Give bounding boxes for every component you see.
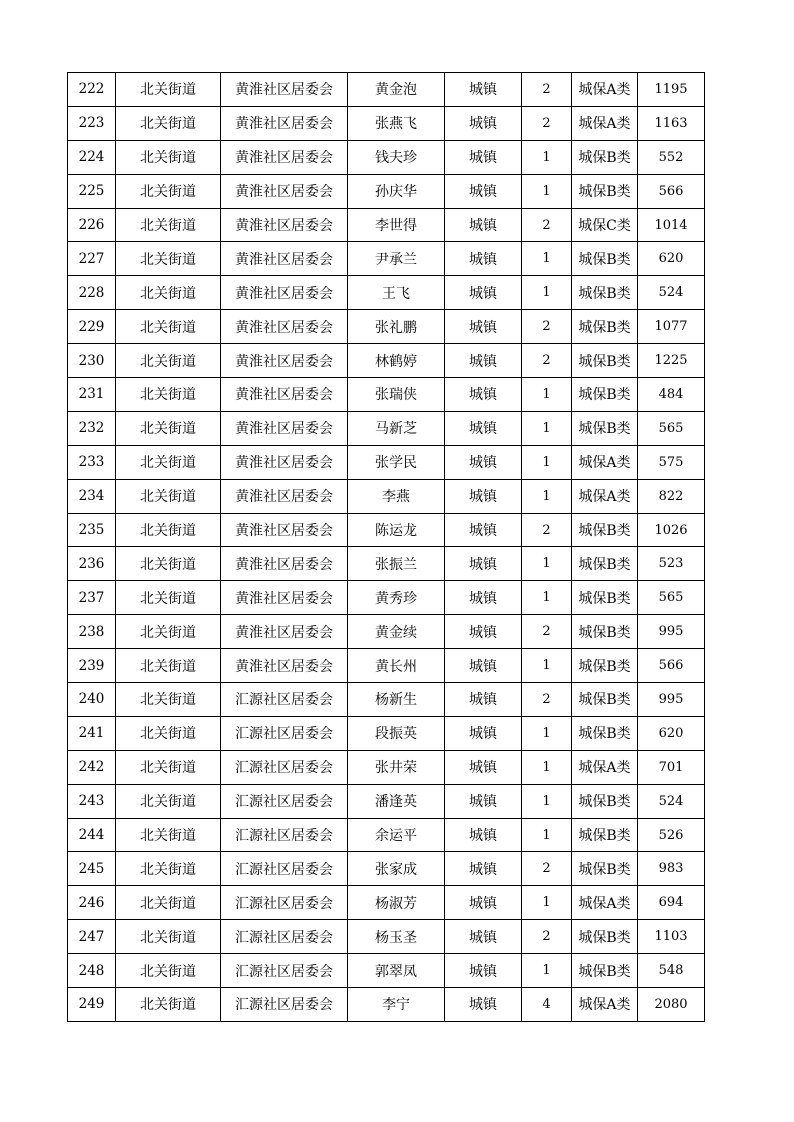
community-cell: 黄淮社区居委会 bbox=[221, 106, 348, 140]
household-count-cell: 1 bbox=[522, 174, 572, 208]
category-cell: 城保B类 bbox=[572, 852, 638, 886]
area-type-cell: 城镇 bbox=[445, 174, 522, 208]
street-cell: 北关街道 bbox=[116, 106, 221, 140]
area-type-cell: 城镇 bbox=[445, 513, 522, 547]
table-row bbox=[68, 310, 705, 344]
area-type-cell: 城镇 bbox=[445, 988, 522, 1022]
community-cell: 黄淮社区居委会 bbox=[221, 581, 348, 615]
table-row bbox=[68, 106, 705, 140]
category-cell: 城保A类 bbox=[572, 73, 638, 107]
area-type-cell: 城镇 bbox=[445, 73, 522, 107]
name-cell: 马新芝 bbox=[348, 411, 445, 445]
community-cell: 黄淮社区居委会 bbox=[221, 615, 348, 649]
table-row bbox=[68, 411, 705, 445]
area-type-cell: 城镇 bbox=[445, 276, 522, 310]
row-number-cell: 235 bbox=[68, 513, 116, 547]
category-cell: 城保B类 bbox=[572, 615, 638, 649]
area-type-cell: 城镇 bbox=[445, 208, 522, 242]
household-count-cell: 2 bbox=[522, 513, 572, 547]
name-cell: 杨淑芳 bbox=[348, 886, 445, 920]
category-cell: 城保B类 bbox=[572, 344, 638, 378]
community-cell: 汇源社区居委会 bbox=[221, 750, 348, 784]
category-cell: 城保B类 bbox=[572, 954, 638, 988]
name-cell: 李世得 bbox=[348, 208, 445, 242]
category-cell: 城保B类 bbox=[572, 174, 638, 208]
name-cell: 张礼鹏 bbox=[348, 310, 445, 344]
amount-cell: 822 bbox=[638, 479, 705, 513]
row-number-cell: 230 bbox=[68, 344, 116, 378]
table-row bbox=[68, 344, 705, 378]
household-count-cell: 1 bbox=[522, 818, 572, 852]
amount-cell: 575 bbox=[638, 445, 705, 479]
area-type-cell: 城镇 bbox=[445, 411, 522, 445]
row-number-cell: 243 bbox=[68, 784, 116, 818]
table-row bbox=[68, 954, 705, 988]
community-cell: 黄淮社区居委会 bbox=[221, 276, 348, 310]
household-count-cell: 2 bbox=[522, 920, 572, 954]
household-count-cell: 4 bbox=[522, 988, 572, 1022]
street-cell: 北关街道 bbox=[116, 479, 221, 513]
household-count-cell: 1 bbox=[522, 716, 572, 750]
category-cell: 城保B类 bbox=[572, 784, 638, 818]
street-cell: 北关街道 bbox=[116, 174, 221, 208]
name-cell: 郭翠凤 bbox=[348, 954, 445, 988]
street-cell: 北关街道 bbox=[116, 988, 221, 1022]
row-number-cell: 245 bbox=[68, 852, 116, 886]
row-number-cell: 238 bbox=[68, 615, 116, 649]
street-cell: 北关街道 bbox=[116, 378, 221, 412]
row-number-cell: 224 bbox=[68, 140, 116, 174]
community-cell: 汇源社区居委会 bbox=[221, 954, 348, 988]
street-cell: 北关街道 bbox=[116, 683, 221, 717]
category-cell: 城保B类 bbox=[572, 242, 638, 276]
row-number-cell: 249 bbox=[68, 988, 116, 1022]
community-cell: 汇源社区居委会 bbox=[221, 683, 348, 717]
street-cell: 北关街道 bbox=[116, 276, 221, 310]
category-cell: 城保B类 bbox=[572, 716, 638, 750]
community-cell: 黄淮社区居委会 bbox=[221, 411, 348, 445]
community-cell: 汇源社区居委会 bbox=[221, 886, 348, 920]
street-cell: 北关街道 bbox=[116, 513, 221, 547]
name-cell: 李燕 bbox=[348, 479, 445, 513]
amount-cell: 1014 bbox=[638, 208, 705, 242]
street-cell: 北关街道 bbox=[116, 818, 221, 852]
name-cell: 黄金续 bbox=[348, 615, 445, 649]
row-number-cell: 222 bbox=[68, 73, 116, 107]
community-cell: 汇源社区居委会 bbox=[221, 920, 348, 954]
row-number-cell: 228 bbox=[68, 276, 116, 310]
table-row bbox=[68, 852, 705, 886]
amount-cell: 694 bbox=[638, 886, 705, 920]
area-type-cell: 城镇 bbox=[445, 920, 522, 954]
table-row bbox=[68, 73, 705, 107]
amount-cell: 565 bbox=[638, 581, 705, 615]
household-count-cell: 1 bbox=[522, 581, 572, 615]
category-cell: 城保A类 bbox=[572, 479, 638, 513]
area-type-cell: 城镇 bbox=[445, 886, 522, 920]
street-cell: 北关街道 bbox=[116, 411, 221, 445]
row-number-cell: 227 bbox=[68, 242, 116, 276]
category-cell: 城保A类 bbox=[572, 886, 638, 920]
area-type-cell: 城镇 bbox=[445, 649, 522, 683]
category-cell: 城保B类 bbox=[572, 276, 638, 310]
area-type-cell: 城镇 bbox=[445, 242, 522, 276]
household-count-cell: 2 bbox=[522, 73, 572, 107]
community-cell: 黄淮社区居委会 bbox=[221, 242, 348, 276]
area-type-cell: 城镇 bbox=[445, 818, 522, 852]
table-row bbox=[68, 445, 705, 479]
row-number-cell: 233 bbox=[68, 445, 116, 479]
table-row bbox=[68, 716, 705, 750]
row-number-cell: 240 bbox=[68, 683, 116, 717]
household-count-cell: 2 bbox=[522, 615, 572, 649]
street-cell: 北关街道 bbox=[116, 344, 221, 378]
household-count-cell: 1 bbox=[522, 445, 572, 479]
community-cell: 黄淮社区居委会 bbox=[221, 208, 348, 242]
amount-cell: 620 bbox=[638, 716, 705, 750]
row-number-cell: 244 bbox=[68, 818, 116, 852]
amount-cell: 1026 bbox=[638, 513, 705, 547]
table-row bbox=[68, 750, 705, 784]
name-cell: 王飞 bbox=[348, 276, 445, 310]
name-cell: 林鹤婷 bbox=[348, 344, 445, 378]
area-type-cell: 城镇 bbox=[445, 479, 522, 513]
table-row bbox=[68, 140, 705, 174]
row-number-cell: 229 bbox=[68, 310, 116, 344]
amount-cell: 701 bbox=[638, 750, 705, 784]
area-type-cell: 城镇 bbox=[445, 954, 522, 988]
amount-cell: 1225 bbox=[638, 344, 705, 378]
area-type-cell: 城镇 bbox=[445, 615, 522, 649]
area-type-cell: 城镇 bbox=[445, 106, 522, 140]
household-count-cell: 1 bbox=[522, 276, 572, 310]
category-cell: 城保B类 bbox=[572, 310, 638, 344]
name-cell: 杨玉圣 bbox=[348, 920, 445, 954]
table-row bbox=[68, 208, 705, 242]
area-type-cell: 城镇 bbox=[445, 445, 522, 479]
row-number-cell: 242 bbox=[68, 750, 116, 784]
street-cell: 北关街道 bbox=[116, 581, 221, 615]
row-number-cell: 239 bbox=[68, 649, 116, 683]
category-cell: 城保B类 bbox=[572, 378, 638, 412]
household-count-cell: 2 bbox=[522, 683, 572, 717]
household-count-cell: 2 bbox=[522, 106, 572, 140]
category-cell: 城保C类 bbox=[572, 208, 638, 242]
area-type-cell: 城镇 bbox=[445, 378, 522, 412]
table-row bbox=[68, 784, 705, 818]
table-row bbox=[68, 683, 705, 717]
household-count-cell: 1 bbox=[522, 479, 572, 513]
name-cell: 段振英 bbox=[348, 716, 445, 750]
name-cell: 张家成 bbox=[348, 852, 445, 886]
amount-cell: 526 bbox=[638, 818, 705, 852]
name-cell: 张振兰 bbox=[348, 547, 445, 581]
name-cell: 黄秀珍 bbox=[348, 581, 445, 615]
street-cell: 北关街道 bbox=[116, 208, 221, 242]
area-type-cell: 城镇 bbox=[445, 784, 522, 818]
community-cell: 黄淮社区居委会 bbox=[221, 479, 348, 513]
community-cell: 黄淮社区居委会 bbox=[221, 174, 348, 208]
name-cell: 张井荣 bbox=[348, 750, 445, 784]
community-cell: 黄淮社区居委会 bbox=[221, 140, 348, 174]
area-type-cell: 城镇 bbox=[445, 547, 522, 581]
community-cell: 黄淮社区居委会 bbox=[221, 547, 348, 581]
household-count-cell: 2 bbox=[522, 852, 572, 886]
amount-cell: 548 bbox=[638, 954, 705, 988]
table-row bbox=[68, 988, 705, 1022]
name-cell: 李宁 bbox=[348, 988, 445, 1022]
street-cell: 北关街道 bbox=[116, 852, 221, 886]
name-cell: 黄金泡 bbox=[348, 73, 445, 107]
area-type-cell: 城镇 bbox=[445, 344, 522, 378]
amount-cell: 566 bbox=[638, 174, 705, 208]
community-cell: 汇源社区居委会 bbox=[221, 716, 348, 750]
category-cell: 城保B类 bbox=[572, 547, 638, 581]
community-cell: 黄淮社区居委会 bbox=[221, 649, 348, 683]
street-cell: 北关街道 bbox=[116, 954, 221, 988]
community-cell: 黄淮社区居委会 bbox=[221, 310, 348, 344]
name-cell: 孙庆华 bbox=[348, 174, 445, 208]
amount-cell: 1103 bbox=[638, 920, 705, 954]
category-cell: 城保A类 bbox=[572, 106, 638, 140]
category-cell: 城保B类 bbox=[572, 513, 638, 547]
community-cell: 汇源社区居委会 bbox=[221, 988, 348, 1022]
name-cell: 张学民 bbox=[348, 445, 445, 479]
table-row bbox=[68, 649, 705, 683]
amount-cell: 566 bbox=[638, 649, 705, 683]
street-cell: 北关街道 bbox=[116, 920, 221, 954]
household-count-cell: 1 bbox=[522, 378, 572, 412]
category-cell: 城保B类 bbox=[572, 649, 638, 683]
category-cell: 城保A类 bbox=[572, 445, 638, 479]
category-cell: 城保B类 bbox=[572, 818, 638, 852]
household-count-cell: 1 bbox=[522, 886, 572, 920]
category-cell: 城保B类 bbox=[572, 683, 638, 717]
row-number-cell: 232 bbox=[68, 411, 116, 445]
name-cell: 杨新生 bbox=[348, 683, 445, 717]
table-row bbox=[68, 547, 705, 581]
community-cell: 黄淮社区居委会 bbox=[221, 513, 348, 547]
category-cell: 城保A类 bbox=[572, 750, 638, 784]
street-cell: 北关街道 bbox=[116, 73, 221, 107]
table-row bbox=[68, 818, 705, 852]
street-cell: 北关街道 bbox=[116, 615, 221, 649]
household-count-cell: 1 bbox=[522, 140, 572, 174]
table-row bbox=[68, 581, 705, 615]
name-cell: 黄长州 bbox=[348, 649, 445, 683]
table-row bbox=[68, 378, 705, 412]
name-cell: 陈运龙 bbox=[348, 513, 445, 547]
table-row bbox=[68, 920, 705, 954]
row-number-cell: 247 bbox=[68, 920, 116, 954]
household-count-cell: 2 bbox=[522, 310, 572, 344]
amount-cell: 565 bbox=[638, 411, 705, 445]
street-cell: 北关街道 bbox=[116, 547, 221, 581]
street-cell: 北关街道 bbox=[116, 886, 221, 920]
area-type-cell: 城镇 bbox=[445, 140, 522, 174]
table-row bbox=[68, 174, 705, 208]
amount-cell: 552 bbox=[638, 140, 705, 174]
row-number-cell: 246 bbox=[68, 886, 116, 920]
row-number-cell: 241 bbox=[68, 716, 116, 750]
name-cell: 余运平 bbox=[348, 818, 445, 852]
street-cell: 北关街道 bbox=[116, 445, 221, 479]
community-cell: 汇源社区居委会 bbox=[221, 818, 348, 852]
name-cell: 尹承兰 bbox=[348, 242, 445, 276]
street-cell: 北关街道 bbox=[116, 140, 221, 174]
community-cell: 黄淮社区居委会 bbox=[221, 378, 348, 412]
name-cell: 潘逢英 bbox=[348, 784, 445, 818]
community-cell: 黄淮社区居委会 bbox=[221, 344, 348, 378]
street-cell: 北关街道 bbox=[116, 784, 221, 818]
street-cell: 北关街道 bbox=[116, 649, 221, 683]
street-cell: 北关街道 bbox=[116, 750, 221, 784]
name-cell: 张燕飞 bbox=[348, 106, 445, 140]
area-type-cell: 城镇 bbox=[445, 310, 522, 344]
row-number-cell: 237 bbox=[68, 581, 116, 615]
table-row bbox=[68, 615, 705, 649]
category-cell: 城保B类 bbox=[572, 411, 638, 445]
amount-cell: 995 bbox=[638, 683, 705, 717]
area-type-cell: 城镇 bbox=[445, 581, 522, 615]
amount-cell: 1163 bbox=[638, 106, 705, 140]
row-number-cell: 248 bbox=[68, 954, 116, 988]
row-number-cell: 236 bbox=[68, 547, 116, 581]
amount-cell: 995 bbox=[638, 615, 705, 649]
table-row bbox=[68, 242, 705, 276]
table-row bbox=[68, 513, 705, 547]
street-cell: 北关街道 bbox=[116, 242, 221, 276]
amount-cell: 983 bbox=[638, 852, 705, 886]
amount-cell: 484 bbox=[638, 378, 705, 412]
amount-cell: 1077 bbox=[638, 310, 705, 344]
row-number-cell: 223 bbox=[68, 106, 116, 140]
area-type-cell: 城镇 bbox=[445, 683, 522, 717]
household-count-cell: 1 bbox=[522, 649, 572, 683]
street-cell: 北关街道 bbox=[116, 310, 221, 344]
community-cell: 汇源社区居委会 bbox=[221, 784, 348, 818]
household-count-cell: 1 bbox=[522, 547, 572, 581]
amount-cell: 2080 bbox=[638, 988, 705, 1022]
household-count-cell: 1 bbox=[522, 750, 572, 784]
community-cell: 汇源社区居委会 bbox=[221, 852, 348, 886]
area-type-cell: 城镇 bbox=[445, 716, 522, 750]
community-cell: 黄淮社区居委会 bbox=[221, 445, 348, 479]
table-row bbox=[68, 886, 705, 920]
category-cell: 城保B类 bbox=[572, 920, 638, 954]
amount-cell: 523 bbox=[638, 547, 705, 581]
category-cell: 城保B类 bbox=[572, 140, 638, 174]
roster-table-body bbox=[68, 73, 705, 1022]
amount-cell: 1195 bbox=[638, 73, 705, 107]
community-cell: 黄淮社区居委会 bbox=[221, 73, 348, 107]
amount-cell: 620 bbox=[638, 242, 705, 276]
household-count-cell: 1 bbox=[522, 242, 572, 276]
table-row bbox=[68, 479, 705, 513]
household-count-cell: 2 bbox=[522, 344, 572, 378]
row-number-cell: 225 bbox=[68, 174, 116, 208]
household-count-cell: 1 bbox=[522, 784, 572, 818]
household-count-cell: 2 bbox=[522, 208, 572, 242]
category-cell: 城保A类 bbox=[572, 988, 638, 1022]
subsidy-roster-table bbox=[67, 72, 705, 1022]
household-count-cell: 1 bbox=[522, 954, 572, 988]
table-row bbox=[68, 276, 705, 310]
name-cell: 钱夫珍 bbox=[348, 140, 445, 174]
amount-cell: 524 bbox=[638, 784, 705, 818]
row-number-cell: 226 bbox=[68, 208, 116, 242]
row-number-cell: 231 bbox=[68, 378, 116, 412]
name-cell: 张瑞侠 bbox=[348, 378, 445, 412]
household-count-cell: 1 bbox=[522, 411, 572, 445]
row-number-cell: 234 bbox=[68, 479, 116, 513]
category-cell: 城保B类 bbox=[572, 581, 638, 615]
street-cell: 北关街道 bbox=[116, 716, 221, 750]
area-type-cell: 城镇 bbox=[445, 852, 522, 886]
amount-cell: 524 bbox=[638, 276, 705, 310]
area-type-cell: 城镇 bbox=[445, 750, 522, 784]
